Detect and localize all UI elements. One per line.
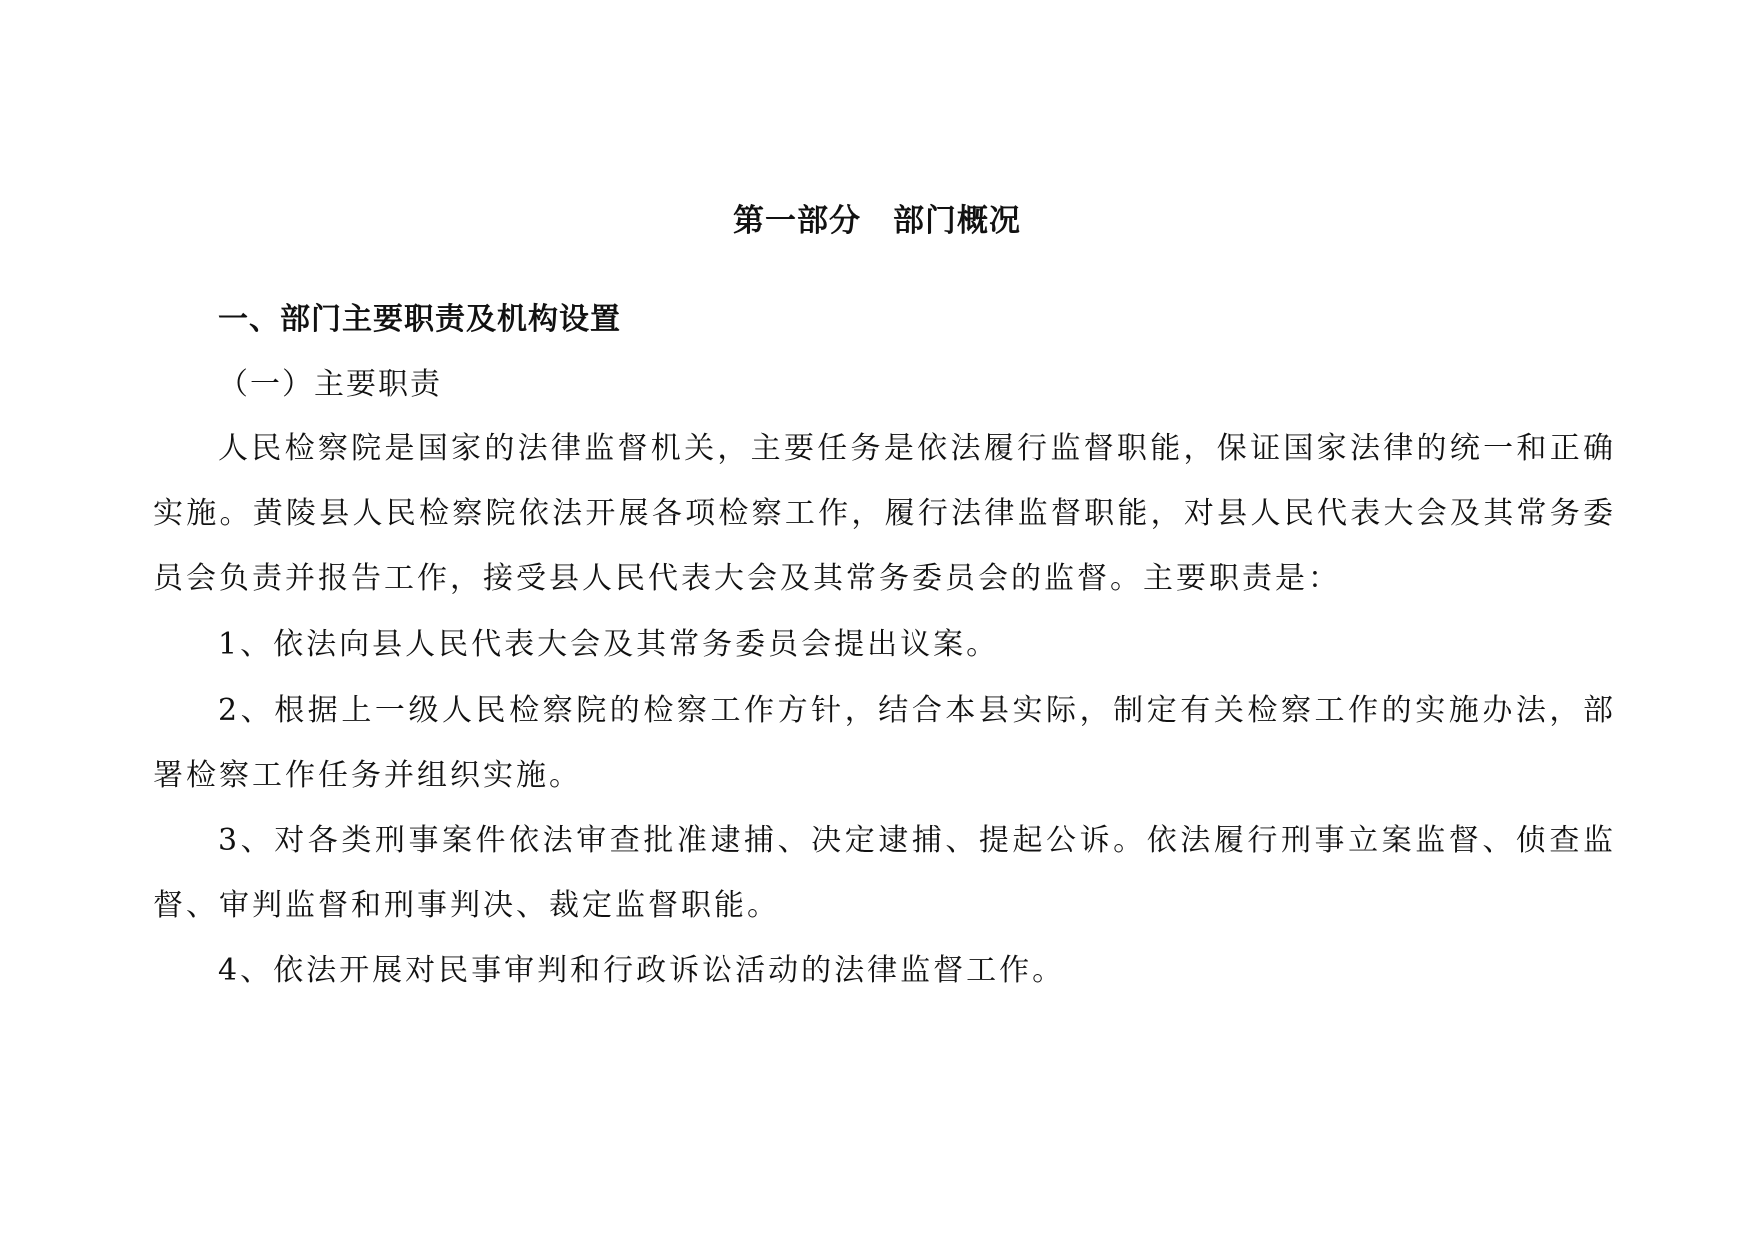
paragraph-duty-1: 1、依法向县人民代表大会及其常务委员会提出议案。 xyxy=(218,627,1000,662)
paragraph-duty-2: 2、根据上一级人民检察院的检察工作方针，结合本县实际，制定有关检察工作的实施办法，部署检察工作任务并组织实施。 xyxy=(153,693,1616,793)
section-heading: 一、部门主要职责及机构设置 xyxy=(218,302,621,337)
page-title: 第一部分 部门概况 xyxy=(733,203,1021,239)
paragraph-duty-3: 3、对各类刑事案件依法审查批准逮捕、决定逮捕、提起公诉。依法履行刑事立案监督、侦查监督、审判监督和刑事判决、裁定监督职能。 xyxy=(153,823,1616,923)
paragraph-intro: 人民检察院是国家的法律监督机关，主要任务是依法履行监督职能，保证国家法律的统一和正确实施。黄陵县人民检察院依法开展各项检察工作，履行法律监督职能，对县人民代表大会及其常务委员会负责并报告工作，接受县人民代表大会及其常务委员会的监督。主要职责是： xyxy=(153,431,1616,596)
subsection-heading: （一）主要职责 xyxy=(218,367,442,402)
paragraph-duty-4: 4、依法开展对民事审判和行政诉讼活动的法律监督工作。 xyxy=(218,953,1066,988)
